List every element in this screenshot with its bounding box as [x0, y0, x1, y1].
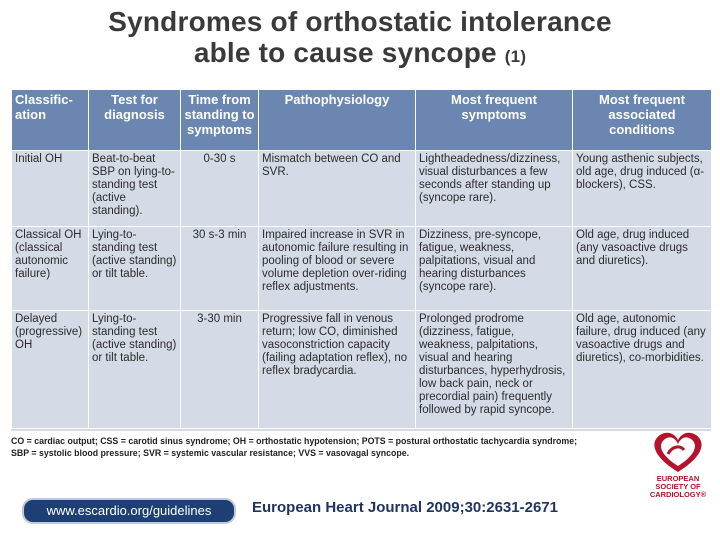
cell-pathophysiology: Mismatch between CO and SVR.: [259, 151, 416, 227]
header-time: Time from standing to symptoms: [181, 90, 259, 151]
cell-test: Beat-to-beat SBP on lying-to-standing test (active standing).: [89, 151, 181, 227]
header-test: Test for diagnosis: [89, 90, 181, 151]
cell-time: 3-30 min: [181, 311, 259, 429]
title-line-2: [0, 37, 720, 72]
title-line-1: Syndromes of orthostatic intolerance: [108, 6, 612, 37]
syndromes-table: [11, 89, 712, 429]
logo-text: [640, 475, 716, 499]
cell-time: 0-30 s: [181, 151, 259, 227]
esc-logo: [640, 428, 712, 528]
cell-classification: Initial OH: [12, 151, 89, 227]
cell-symptoms: Dizziness, pre-syncope, fatigue, weakness, palpitations, visual and hearing disturbances (syncope rare).: [416, 227, 573, 311]
cell-conditions: Old age, drug induced (any vasoactive drugs and diuretics).: [573, 227, 712, 311]
cell-classification: Classical OH (classical autonomic failure): [12, 227, 89, 311]
cell-pathophysiology: Impaired increase in SVR in autonomic failure resulting in pooling of blood or severe volume depletion over-riding reflex adjustments.: [259, 227, 416, 311]
logo-line-1: EUROPEAN: [656, 474, 700, 483]
footnote-line-1: CO = cardiac output; CSS = carotid sinus syndrome; OH = orthostatic hypotension; POTS = postural orthostatic tachycardia syndrome;: [11, 436, 578, 446]
abbreviations-footnote: [11, 435, 711, 459]
journal-citation: European Heart Journal 2009;30:2631-2671: [252, 499, 558, 516]
table-row: [12, 227, 712, 311]
cell-conditions: Young asthenic subjects, old age, drug induced (α-blockers), CSS.: [573, 151, 712, 227]
table-row: [12, 311, 712, 429]
guidelines-link[interactable]: www.escardio.org/guidelines: [22, 498, 236, 524]
slide-title: [0, 6, 720, 72]
cell-symptoms: Lightheadedness/dizziness, visual disturbances a few seconds after standing up (syncope rare).: [416, 151, 573, 227]
heart-logo-icon: [642, 428, 714, 476]
header-symptoms: Most frequent symptoms: [416, 90, 573, 151]
cell-conditions: Old age, autonomic failure, drug induced (any vasoactive drugs and diuretics), co-morbidities.: [573, 311, 712, 429]
cell-symptoms: Prolonged prodrome (dizziness, fatigue, weakness, palpitations, visual and hearing disturbances, hyperhydrosis, low back pain, neck or precordial pain) frequently followed by rapid syncope.: [416, 311, 573, 429]
header-pathophysiology: Pathophysiology: [259, 90, 416, 151]
logo-line-2: SOCIETY OF: [655, 482, 701, 491]
table-header-row: [12, 90, 712, 151]
cell-test: Lying-to-standing test (active standing) or tilt table.: [89, 227, 181, 311]
table-row: [12, 151, 712, 227]
cell-test: Lying-to-standing test (active standing) or tilt table.: [89, 311, 181, 429]
title-line-2-suffix: (1): [504, 47, 527, 66]
logo-line-3: CARDIOLOGY®: [649, 490, 707, 499]
cell-time: 30 s-3 min: [181, 227, 259, 311]
header-conditions: Most frequent associated conditions: [573, 90, 712, 151]
header-classification: Classific-ation: [12, 90, 89, 151]
title-line-2-text: able to cause syncope: [193, 37, 497, 68]
syndromes-table-container: [11, 89, 711, 431]
cell-pathophysiology: Progressive fall in venous return; low CO, diminished vasoconstriction capacity (failing adaptation reflex), no reflex bradycardia.: [259, 311, 416, 429]
footnote-line-2: SBP = systolic blood pressure; SVR = systemic vascular resistance; VVS = vasovagal syncope.: [11, 448, 410, 458]
cell-classification: Delayed (progressive) OH: [12, 311, 89, 429]
